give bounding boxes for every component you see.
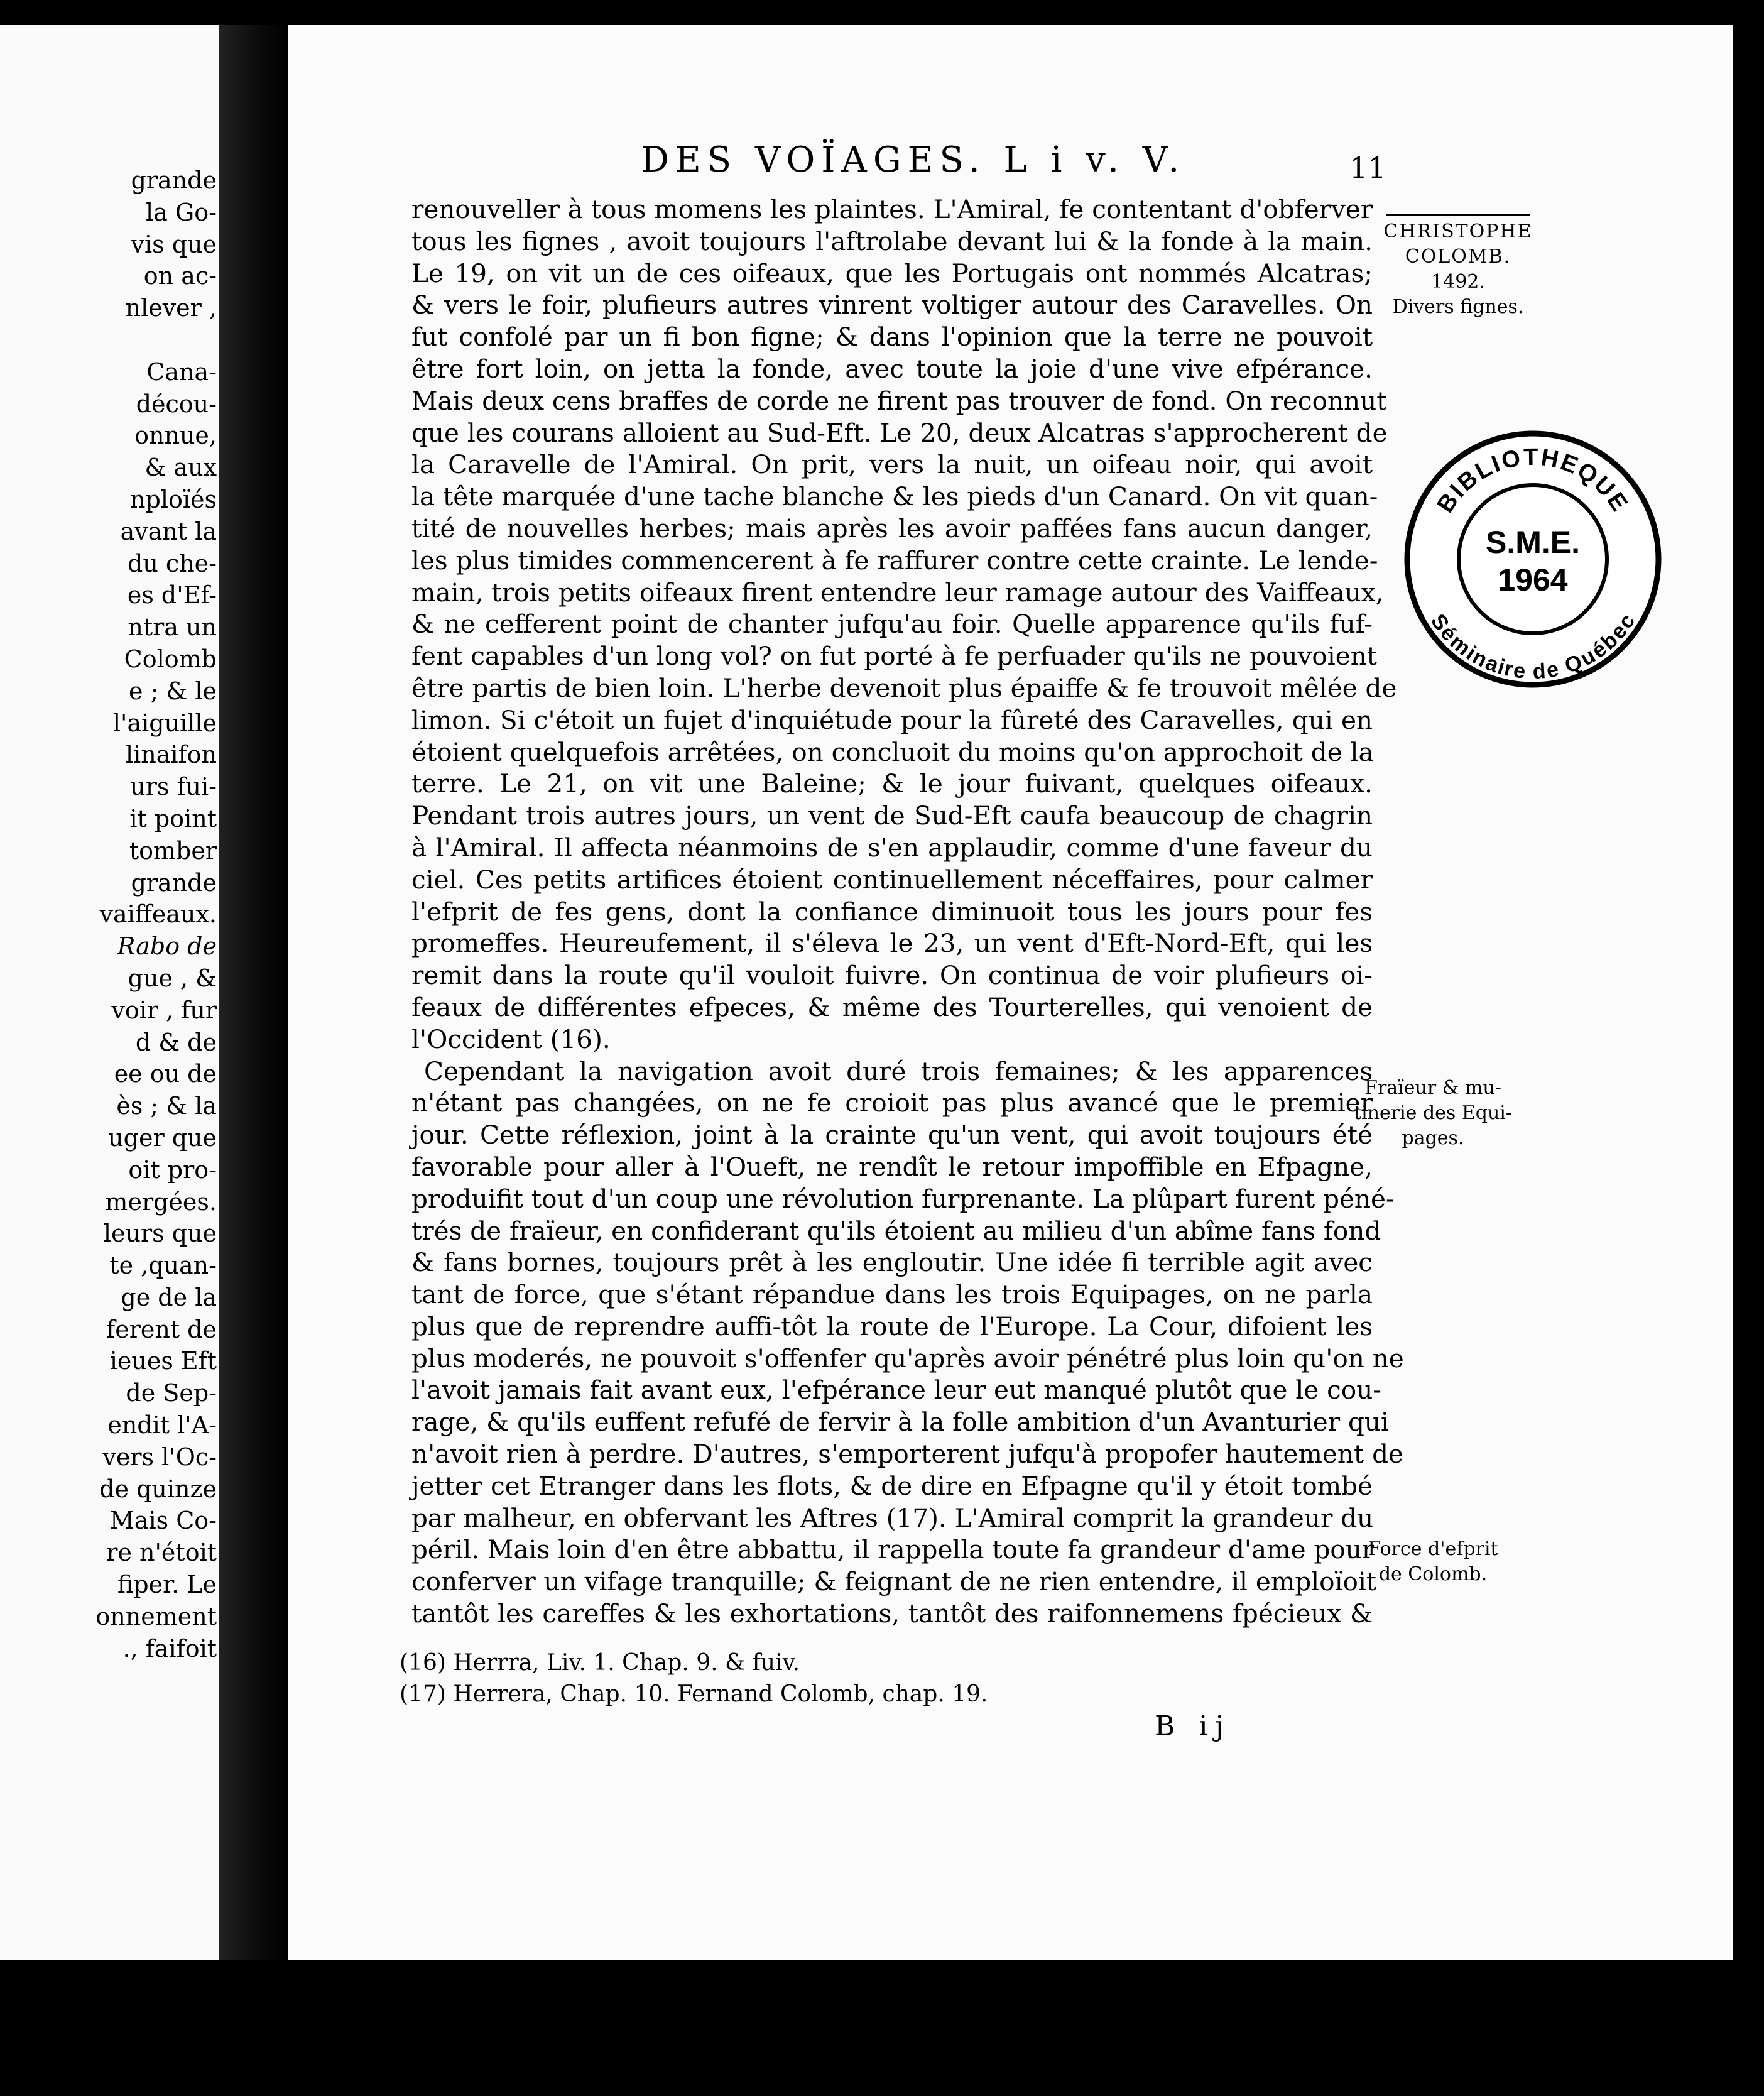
- left-page-line: ntra un: [128, 613, 217, 641]
- body-line: limon. Si c'étoit un fujet d'inquiétude pour la fûreté des Caravelles, qui en: [411, 704, 1373, 735]
- body-line: la tête marquée d'une tache blanche & les pieds d'un Canard. On vit quan-: [411, 481, 1378, 512]
- body-line: renouveller à tous momens les plaintes. L'Amiral, fe contentant d'obferver: [411, 194, 1373, 224]
- body-line: tité de nouvelles herbes; mais après les avoir paffées fans aucun danger,: [411, 513, 1373, 543]
- margin-note-topic: Divers fignes.: [1392, 296, 1524, 318]
- left-page-line: fiper. Le: [117, 1571, 217, 1599]
- left-page-line: mergées.: [105, 1187, 217, 1216]
- body-line: par malheur, en obfervant les Aftres (17). L'Amiral comprit la grandeur du: [411, 1502, 1374, 1533]
- left-page-line: & aux: [144, 454, 217, 482]
- left-page-line: te ,quan-: [109, 1252, 217, 1280]
- body-line: Cependant la navigation avoit duré trois femaines; & les apparences: [424, 1056, 1373, 1086]
- margin-note-year: 1492.: [1431, 271, 1485, 293]
- left-page-line: vaiffeaux.: [99, 900, 217, 929]
- body-line: tant de force, que s'étant répandue dans les trois Equipages, on ne parla: [411, 1279, 1373, 1310]
- left-page-line: ferent de: [106, 1315, 217, 1343]
- margin-note-fraieur: [1348, 1076, 1518, 1151]
- body-line: & vers le foir, plufieurs autres vinrent voltiger autour des Caravelles. On: [411, 290, 1373, 320]
- body-line: à l'Amiral. Il affecta néanmoins de s'en applaudir, comme d'une faveur du: [411, 832, 1373, 863]
- body-line: n'avoit rien à perdre. D'autres, s'emporterent jufqu'à propofer hautement de: [411, 1439, 1403, 1470]
- body-line: tous les fignes , avoit toujours l'aftrolabe devant lui & la fonde à la main.: [411, 226, 1373, 256]
- body-line: étoient quelquefois arrêtées, on concluoit du moins qu'on approchoit de la: [411, 736, 1374, 767]
- body-line: l'Occident (16).: [411, 1023, 611, 1054]
- left-page-line: grande: [131, 166, 217, 194]
- left-page-line: gue , &: [128, 964, 217, 992]
- body-line: main, trois petits oifeaux firent entendre leur ramage autour des Vaiffeaux,: [411, 577, 1384, 608]
- left-page-line: es d'Ef-: [127, 581, 217, 609]
- left-page-line: de Sep-: [126, 1379, 217, 1407]
- left-page-line: de quinze: [99, 1475, 217, 1503]
- left-page-line: du che-: [128, 549, 217, 577]
- left-page-line: [0, 324, 217, 356]
- body-line: que les courans alloient au Sud-Eft. Le 20, deux Alcatras s'approcherent de: [411, 417, 1388, 448]
- footnotes: [400, 1647, 1342, 1710]
- body-line: trés de fraïeur, en confiderant qu'ils étoient au milieu d'un abîme fans fond: [411, 1215, 1381, 1246]
- body-line: Le 19, on vit un de ces oifeaux, que les Portugais ont nommés Alcatras;: [411, 258, 1373, 288]
- body-line: les plus timides commencerent à fe raffurer contre cette crainte. Le lende-: [411, 545, 1378, 576]
- left-page-line: ., faifoit: [122, 1634, 217, 1662]
- body-line: fent capables d'un long vol? on fut porté à fe perfuader qu'ils ne pouvoient: [411, 641, 1378, 672]
- signature-mark: B ij: [1155, 1710, 1232, 1742]
- left-page-line: tomber: [129, 836, 217, 865]
- left-page-line: e ; & le: [129, 677, 217, 705]
- body-line: & fans bornes, toujours prêt à les engloutir. Une idée fi terrible agit avec: [411, 1247, 1373, 1278]
- footnote-16: (16) Herrra, Liv. 1. Chap. 9. & fuiv.: [400, 1650, 800, 1676]
- margin-note-divers-signes: [1380, 214, 1537, 320]
- body-line: terre. Le 21, on vit une Baleine; & le jour fuivant, quelques oifeaux.: [411, 768, 1373, 799]
- left-page-line: Rabo de: [117, 932, 217, 961]
- body-line: jetter cet Etranger dans les flots, & de dire en Efpagne qu'il y étoit tombé: [411, 1470, 1373, 1501]
- body-line: plus que de reprendre auffi-tôt la route de l'Europe. La Cour, difoient les: [411, 1311, 1373, 1341]
- body-line: & ne cefferent point de chanter jufqu'au foir. Quelle apparence qu'ils fuf-: [411, 609, 1373, 640]
- stamp-bottom-text: Séminaire de Québec: [1425, 609, 1640, 684]
- body-line: conferver un vifage tranquille; & feignant de ne rien entendre, il emploïoit: [411, 1566, 1377, 1597]
- left-page-line: décou-: [136, 390, 217, 418]
- body-line: la Caravelle de l'Amiral. On prit, vers la nuit, un oifeau noir, qui avoit: [411, 449, 1373, 480]
- left-page-line: Mais Co-: [109, 1507, 217, 1535]
- margin-note-line: Force d'efprit: [1368, 1538, 1498, 1560]
- body-line: l'avoit jamais fait avant eux, l'efpérance leur eut manqué plutôt que le cou-: [411, 1375, 1381, 1406]
- margin-note-line: pages.: [1402, 1127, 1464, 1149]
- left-page-line: Cana-: [146, 358, 217, 386]
- body-line: fut confolé par un fi bon figne; & dans l'opinion que la terre ne pouvoit: [411, 322, 1373, 352]
- footnote-17: (17) Herrera, Chap. 10. Fernand Colomb, chap. 19.: [400, 1681, 988, 1707]
- page-number: 11: [1349, 151, 1386, 185]
- margin-note-line: de Colomb.: [1378, 1563, 1488, 1585]
- gutter-shadow: [219, 25, 288, 1960]
- left-page-line: voir , fur: [111, 996, 217, 1024]
- body-line: Mais deux cens braffes de corde ne firent pas trouver de fond. On reconnut: [411, 385, 1387, 416]
- body-line: ciel. Ces petits artifices étoient continuellement néceffaires, pour calmer: [411, 864, 1373, 895]
- left-page-line: oit pro-: [128, 1155, 217, 1184]
- left-page-line: vis que: [131, 230, 217, 258]
- margin-note-surname: COLOMB.: [1405, 246, 1511, 268]
- left-page-line: it point: [129, 804, 217, 832]
- margin-note-force-esprit: [1342, 1537, 1524, 1587]
- left-page-line: grande: [131, 868, 217, 897]
- left-page-line: avant la: [120, 517, 217, 545]
- left-page-line: ee ou de: [114, 1060, 217, 1088]
- left-page-line: Colomb: [124, 645, 217, 673]
- margin-rule: [1386, 214, 1530, 216]
- body-line: remit dans la route qu'il vouloit fuivre. On continua de voir plufieurs oi-: [411, 960, 1373, 991]
- left-page-line: nploïés: [130, 485, 217, 513]
- margin-note-line: tinerie des Equi-: [1354, 1102, 1512, 1124]
- left-page-line: on ac-: [143, 262, 217, 290]
- stamp-line-2: 1964: [1498, 562, 1568, 598]
- stamp-line-1: S.M.E.: [1485, 525, 1581, 560]
- body-line: être partis de bien loin. L'herbe devenoit plus épaiffe & fe trouvoit mêlée de: [411, 672, 1397, 703]
- left-page-line: ès ; & la: [116, 1092, 217, 1120]
- left-page-line: re n'étoit: [106, 1539, 217, 1567]
- body-text: [411, 194, 1404, 1630]
- left-page-line: urs fui-: [130, 773, 217, 801]
- body-line: n'étant pas changées, on ne fe croioit pas plus avancé que le premier: [411, 1088, 1373, 1118]
- body-line: plus moderés, ne pouvoit s'offenfer qu'après avoir pénétré plus loin qu'on ne: [411, 1343, 1404, 1373]
- left-page-line: linaifon: [125, 741, 217, 769]
- left-page-line: ieues Eft: [109, 1347, 217, 1375]
- library-stamp: [1402, 428, 1663, 690]
- left-page-line: ge de la: [121, 1283, 217, 1311]
- left-page-line: leurs que: [103, 1220, 217, 1248]
- body-line: péril. Mais loin d'en être abbattu, il rappella toute fa grandeur d'ame pour: [411, 1534, 1375, 1565]
- left-page-line: endit l'A-: [107, 1411, 217, 1439]
- left-page-text: [0, 165, 217, 1664]
- body-line: Pendant trois autres jours, un vent de Sud-Eft caufa beaucoup de chagrin: [411, 800, 1373, 831]
- margin-note-line: Fraïeur & mu-: [1364, 1077, 1501, 1099]
- body-line: produifit tout d'un coup une révolution furprenante. La plûpart furent péné-: [411, 1183, 1395, 1214]
- left-page-line: onnue,: [134, 422, 217, 450]
- body-line: rage, & qu'ils euffent refufé de fervir à la folle ambition d'un Avanturier qui: [411, 1407, 1389, 1438]
- left-page-line: onnement: [95, 1602, 217, 1630]
- body-line: promeffes. Heureufement, il s'éleva le 23, un vent d'Eft-Nord-Eft, qui les: [411, 928, 1373, 959]
- body-line: tantôt les careffes & les exhortations, tantôt des raifonnemens fpécieux &: [411, 1598, 1373, 1629]
- left-page-line: uger que: [108, 1123, 217, 1152]
- left-page-line: nlever ,: [125, 294, 217, 322]
- body-line: favorable pour aller à l'Oueft, ne rendît le retour impoffible en Efpagne,: [411, 1151, 1373, 1182]
- body-line: être fort loin, on jetta la fonde, avec toute la joie d'une vive efpérance.: [411, 353, 1373, 384]
- left-page-line: vers l'Oc-: [102, 1443, 217, 1471]
- body-line: feaux de différentes efpeces, & même des Tourterelles, qui venoient de: [411, 991, 1373, 1022]
- stamp-top-text: BIBLIOTHEQUE: [1432, 444, 1634, 518]
- running-head: DES VOÏAGES. L i v. V.: [641, 139, 1186, 180]
- left-page-line: la Go-: [146, 198, 217, 226]
- body-line: jour. Cette réflexion, joint à la crainte qu'un vent, qui avoit toujours été: [411, 1120, 1373, 1150]
- left-page-line: d & de: [135, 1028, 217, 1056]
- left-page-line: l'aiguille: [112, 709, 217, 737]
- body-line: l'efprit de fes gens, dont la confiance diminuoit tous les jours pour fes: [411, 896, 1373, 927]
- margin-note-name: CHRISTOPHE: [1383, 221, 1533, 243]
